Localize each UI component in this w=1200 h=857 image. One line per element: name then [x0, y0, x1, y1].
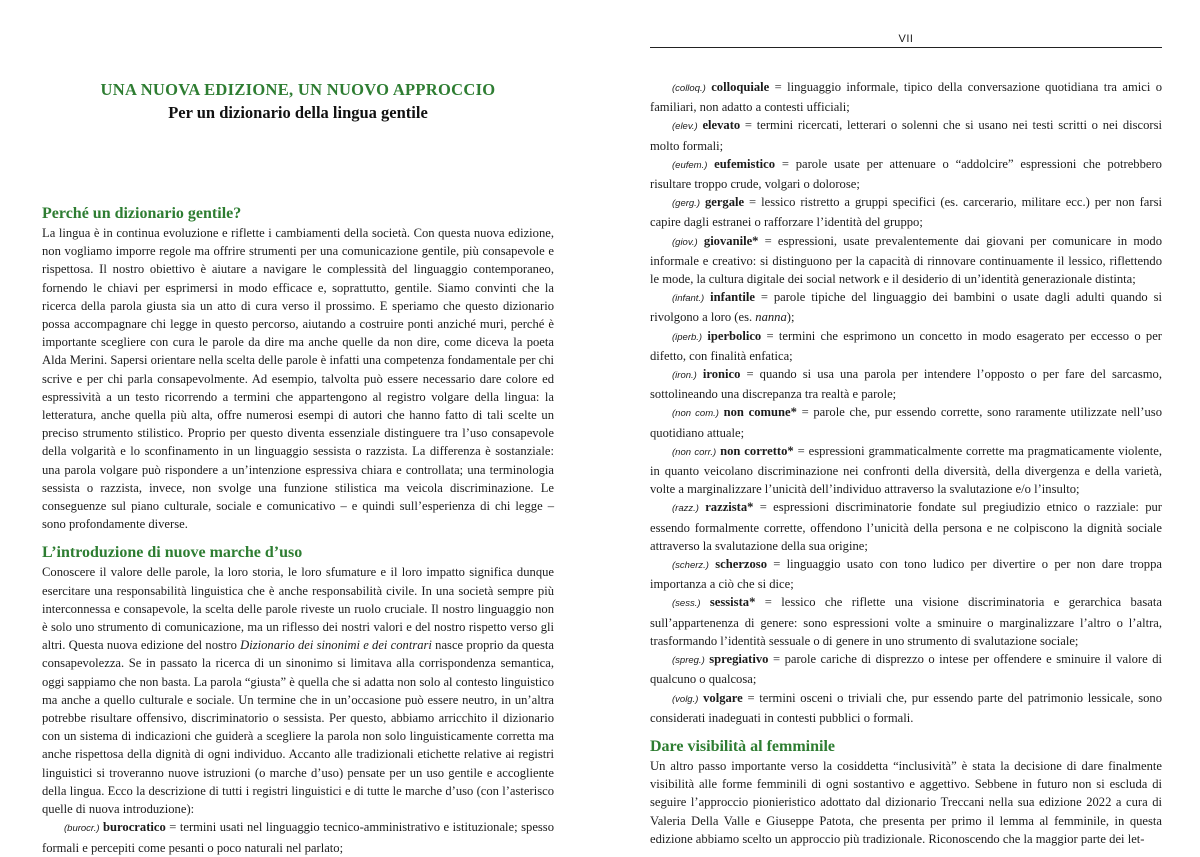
entry-definition: = linguaggio informale, tipico della conversazione quotidiana tra amici o familiari, non adatto a contesti ufficiali; — [650, 80, 1163, 115]
entry-abbreviation: (infant.) — [672, 293, 705, 305]
entry-term: giovanile* — [703, 233, 759, 248]
section-heading-feminine: Dare visibilità al femminile — [650, 737, 836, 755]
list-item — [650, 116, 1162, 154]
entry-term: eufemistico — [714, 156, 776, 171]
entry-definition: = espressioni, usate prevalentemente dai giovani per comunicare in modo informale e creativo: si distinguono per la capacità di rinnovare continuamente il lessico, riflettendo le mode, la cultura digitale dei social network e il desiderio di un’identità generazionale distinta; — [650, 233, 1163, 287]
entry-abbreviation: (non com.) — [672, 408, 719, 420]
section-heading-why: Perché un dizionario gentile? — [42, 205, 242, 222]
entry-definition: = termini che esprimono un concetto in modo esagerato per eccesso o per difetto, con finalità enfatica; — [650, 328, 1162, 363]
entry-definition: = espressioni grammaticalmente corrette ma pragmaticamente violente, in quanto veicolano discriminazione nei confronti della diversità, della divergenza e della varietà, volte a marginalizzare l’unicità dell’individuo attraverso la svalutazione e/o l’insulto; — [650, 443, 1162, 497]
entry-definition: = parole che, pur essendo corrette, sono raramente utilizzate nell’uso quotidiano attuale; — [650, 405, 1162, 440]
entry-abbreviation: (gerg.) — [672, 198, 700, 210]
section-body-new-marks: Conoscere il valore delle parole, la loro storia, le loro sfumature e il loro impatto significa dunque esercitare una responsabilità linguistica che è anche responsabilità civile. In una società sempre più interconnessa e consapevole, la scelta delle parole riveste un ruolo cruciale. Il nostro linguaggio non è solo uno strumento di comunicazione, ma un riflesso dei nostri valori e del nostro rispetto verso gli altri. Questa nuova edizione del nostro Dizionario dei sinonimi e dei contrari nasce proprio da questa consapevolezza. Se in passato la ricerca di un sinonimo si limitava alla corrispondenza semantica, oggi sappiamo che non basta. La parola “giusta” è quella che si adatta non solo al contesto linguistico ma anche a quello culturale e sociale. Un termine che in un’occasione può essere neutro, in un’altra potrebbe risultare offensivo, discriminatorio o sessista. Per questo, abbiamo arricchito il dizionario con un sistema di indicazioni che guiderà a scegliere la parola non solo linguisticamente corretta ma anche rispettosa della dignità di ogni individuo. Accanto alle tradizionali etichette relative ai registri linguistici si troveranno nuove istruzioni (o marche d’uso) pensate per un uso gentile e accogliente della lingua. Ecco la descrizione di tutti i registri linguistici e di tutte le marche d’uso (con l’asterisco quelle di nuova introduzione): — [42, 565, 554, 817]
entry-abbreviation: (sess.) — [672, 598, 701, 610]
entry-definition: = termini usati nel linguaggio tecnico-amministrativo e istituzionale; spesso formali e percepiti come pesanti o poco naturali nel parlato; — [42, 820, 555, 855]
section-body-feminine: Un altro passo importante verso la cosiddetta “inclusività” è stata la decisione di dare finalmente visibilità alle forme femminili di ogni sostantivo e aggettivo. Sebbene in futuro non si escluda di seguire l’approccio pionieristico adottato dal dizionario Treccani nella sua edizione 2022 a cura di Valeria Della Valle e Giuseppe Patota, che presenta per primo il lemma al femminile, in questa edizione abbiamo scelto un approccio più tradizionale. Riconoscendo che la maggior parte dei let- — [650, 758, 1162, 846]
entry-abbreviation: (scherz.) — [672, 560, 709, 572]
list-item — [650, 689, 1162, 727]
section-heading-new-marks: L’introduzione di nuove marche d’uso — [42, 544, 303, 562]
usage-mark-list — [650, 78, 1162, 727]
list-item — [650, 232, 1162, 289]
entry-example: nanna — [755, 310, 787, 325]
title-block — [42, 80, 554, 124]
entry-definition: = quando si usa una parola per intendere l’opposto o per fare del sarcasmo, sottolineando una discrepanza tra realtà e parole; — [650, 367, 1163, 402]
entry-definition: = termini ricercati, letterari o solenni che si usano nei testi scritti o nei discorsi molto formali; — [650, 118, 1162, 153]
entry-term: spregiativo — [709, 652, 769, 667]
entry-term: infantile — [710, 290, 755, 305]
entry-term: non comune* — [723, 405, 797, 420]
list-item — [650, 403, 1162, 441]
list-item — [650, 555, 1162, 593]
entry-definition: = parole usate per attenuare o “addolcire” espressioni che potrebbero risultare troppo crude, volgari o dolorose; — [650, 156, 1162, 192]
entry-term: razzista* — [705, 500, 754, 515]
entry-abbreviation: (volg.) — [672, 693, 699, 705]
entry-term: sessista* — [709, 595, 756, 610]
left-page — [0, 0, 600, 855]
list-item — [650, 288, 1162, 326]
entry-term: gergale — [704, 195, 745, 210]
dictionary-title: Dizionario dei sinonimi e dei contrari — [240, 638, 432, 653]
entry-abbreviation: (spreg.) — [672, 655, 705, 667]
entry-abbreviation: (burocr.) — [64, 823, 100, 835]
page-title: UNA NUOVA EDIZIONE, UN NUOVO APPROCCIO — [100, 80, 496, 99]
entry-term: elevato — [702, 118, 741, 133]
left-text-column — [42, 204, 554, 857]
entry-term: non corretto* — [720, 443, 794, 458]
page-number: VII — [650, 31, 1162, 48]
list-item — [650, 442, 1162, 499]
entry-abbreviation: (non corr.) — [672, 446, 717, 458]
entry-definition: = espressioni discriminatorie fondate sul pregiudizio etnico o razziale: pur essendo formalmente corrette, offendono l’unicità della persona e ne colpiscono la dignità sociale attraverso la svalutazione della sua origine; — [650, 500, 1162, 553]
entry-abbreviation: (giov.) — [672, 236, 698, 248]
entry-abbreviation: (elev.) — [672, 121, 698, 133]
entry-abbreviation: (colloq.) — [672, 83, 706, 94]
entry-definition: = parole tipiche del linguaggio dei bambini o usate dagli adulti quando si rivolgono a loro (es. — [650, 290, 1162, 325]
entry-term: scherzoso — [715, 557, 767, 572]
entry-definition: = termini osceni o triviali che, pur essendo parte del patrimonio lessicale, sono considerati inadeguati in contesti pubblici o formali. — [650, 690, 1162, 725]
entry-definition: = lessico che riflette una visione discriminatoria e gerarchica basata sull’appartenenza di genere: sono espressioni volte a sminuire o marginalizzare l’altro o l’altra, trasformando l’identità sessuale o di genere in uno strumento di svalutazione sociale; — [650, 595, 1162, 648]
list-item — [650, 193, 1162, 231]
list-item — [650, 327, 1162, 365]
entry-term: colloquiale — [711, 80, 770, 94]
entry-definition-end: ); — [786, 310, 795, 325]
entry-abbreviation: (iron.) — [672, 370, 697, 382]
list-item — [650, 78, 1162, 116]
page-subtitle: Per un dizionario della lingua gentile — [168, 103, 428, 122]
list-item — [650, 593, 1162, 650]
entry-term: ironico — [702, 367, 741, 382]
list-item — [650, 498, 1162, 555]
list-item — [42, 818, 554, 856]
entry-definition: = parole cariche di disprezzo o intese per offendere e sminuire il valore di qualcuno o qualcosa; — [650, 652, 1162, 687]
list-item — [650, 650, 1162, 688]
entry-term: burocratico — [103, 820, 166, 835]
right-page — [600, 0, 1200, 846]
list-item — [650, 155, 1162, 193]
entry-abbreviation: (iperb.) — [672, 331, 703, 343]
entry-term: volgare — [703, 690, 743, 705]
list-item — [650, 365, 1162, 403]
right-text-column — [650, 78, 1162, 848]
section-body-why: La lingua è in continua evoluzione e riflette i cambiamenti della società. Con questa nuova edizione, non vogliamo imporre regole ma offrire strumenti per una comunicazione gentile, più consapevole e rispettosa. Il nostro obiettivo è aiutare a navigare le complessità del linguaggio contemporaneo, fornendo le chiavi per esprimersi in modo efficace e, soprattutto, gentile. Siamo convinti che la ricerca della parola giusta sia un atto di cura verso il prossimo. E speriamo che questo dizionario possa accompagnare chi legge in questo percorso, aiutando a costruire ponti anziché muri, perché è importante scegliere con cura le parole da dire ma anche quelle da non dire, come diceva la poeta Alda Merini. Sapersi orientare nella scelta delle parole è infatti una competenza fondamentale per chi scrive e per chi parla consapevolmente. Ad esempio, talvolta può essere necessario dare colore ed espressività a un testo ricorrendo a termini che appartengono al registro volgare della lingua: la letteratura, anche quella più alta, offre numerosi esempi di autori che hanno fatto di tali scelte un preciso strumento stilistico. Proprio per questo diventa essenziale distinguere tra l’uso consapevole della volgarità e lo sconfinamento in un linguaggio sessista o razzista. La differenza è sostanziale: una parola volgare può rispondere a un’intenzione espressiva chiara e controllata; una terminologia sessista o razzista, invece, non svolge una funzione stilistica ma veicola discriminazione. Le conseguenze sul piano culturale, sociale e comunicativo – e quindi sull’esperienza di chi legge – sono profondamente diverse. — [42, 226, 554, 532]
entry-definition: = lessico ristretto a gruppi specifici (es. carcerario, militare ecc.) per non farsi capire dagli estranei o rafforzare l’identità del gruppo; — [650, 195, 1162, 230]
entry-definition: = linguaggio usato con tono ludico per divertire o per non dare troppa importanza a ciò che si dice; — [650, 557, 1162, 592]
entry-term: iperbolico — [707, 328, 762, 343]
entry-abbreviation: (razz.) — [672, 503, 699, 515]
entry-abbreviation: (eufem.) — [672, 159, 708, 171]
